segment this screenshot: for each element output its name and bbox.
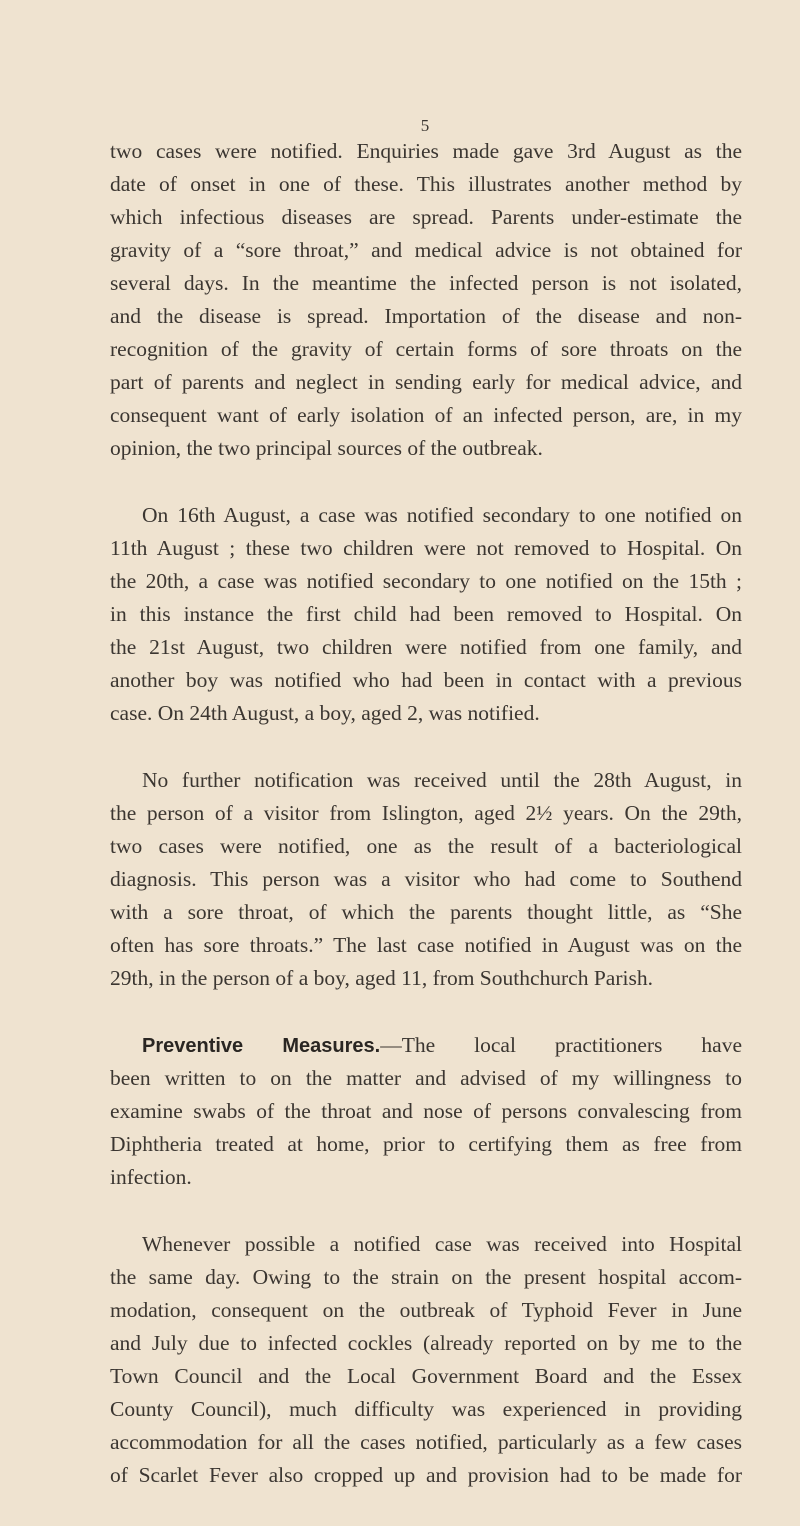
text-line: Town Council and the Local Government Board and the Essex	[110, 1364, 742, 1388]
text-line: another boy was notified who had been in contact with a previous	[110, 668, 742, 692]
text-line: the person of a visitor from Islington, aged 2½ years. On the 29th,	[110, 801, 742, 825]
text-line: date of onset in one of these. This illustrates another method by	[110, 172, 742, 196]
text-line: consequent want of early isolation of an infected person, are, in my	[110, 403, 742, 427]
text-line: Whenever possible a notified case was received into Hospital	[142, 1232, 742, 1256]
text-line	[110, 1029, 742, 1062]
text-line-content: —The local practitioners have	[380, 1033, 742, 1057]
text-line: several days. In the meantime the infected person is not isolated,	[110, 271, 742, 295]
text-line: two cases were notified, one as the result of a bacteriological	[110, 834, 742, 858]
text-line: No further notification was received until the 28th August, in	[142, 768, 742, 792]
text-line: and July due to infected cockles (already reported on by me to the	[110, 1331, 742, 1355]
paragraph	[110, 1228, 742, 1492]
text-line: gravity of a “sore throat,” and medical advice is not obtained for	[110, 238, 742, 262]
document-body	[110, 135, 742, 1526]
text-line: often has sore throats.” The last case notified in August was on the	[110, 933, 742, 957]
paragraph	[110, 135, 742, 465]
text-line: which infectious diseases are spread. Parents under-estimate the	[110, 205, 742, 229]
paragraph	[110, 499, 742, 730]
text-line: On 16th August, a case was notified secondary to one notified on	[142, 503, 742, 527]
text-line: examine swabs of the throat and nose of persons convalescing from	[110, 1099, 742, 1123]
text-line: been written to on the matter and advised of my willingness to	[110, 1066, 742, 1090]
text-line: opinion, the two principal sources of the outbreak.	[110, 436, 543, 460]
page-number: 5	[420, 116, 430, 135]
text-line: part of parents and neglect in sending early for medical advice, and	[110, 370, 742, 394]
text-line: the 21st August, two children were notified from one family, and	[110, 635, 742, 659]
text-line: accommodation for all the cases notified, particularly as a few cases	[110, 1430, 742, 1454]
text-line: 11th August ; these two children were not removed to Hospital. On	[110, 536, 742, 560]
text-line: the 20th, a case was notified secondary to one notified on the 15th ;	[110, 569, 742, 593]
text-line: two cases were notified. Enquiries made gave 3rd August as the	[110, 139, 742, 163]
text-line: County Council), much difficulty was experienced in providing	[110, 1397, 742, 1421]
text-line: case. On 24th August, a boy, aged 2, was notified.	[110, 701, 540, 725]
text-line: recognition of the gravity of certain forms of sore throats on the	[110, 337, 742, 361]
text-line: infection.	[110, 1165, 192, 1189]
paragraph	[110, 764, 742, 995]
paragraph	[110, 1029, 742, 1194]
text-line: and the disease is spread. Importation of the disease and non-	[110, 304, 742, 328]
text-line: 29th, in the person of a boy, aged 11, from Southchurch Parish.	[110, 966, 653, 990]
text-line: with a sore throat, of which the parents thought little, as “She	[110, 900, 742, 924]
text-line: of Scarlet Fever also cropped up and provision had to be made for	[110, 1463, 742, 1487]
text-line: Diphtheria treated at home, prior to certifying them as free from	[110, 1132, 742, 1156]
text-line: diagnosis. This person was a visitor who had come to Southend	[110, 867, 742, 891]
section-heading: Preventive Measures.	[142, 1035, 381, 1057]
text-line: in this instance the first child had been removed to Hospital. On	[110, 602, 742, 626]
text-line: the same day. Owing to the strain on the present hospital accom-	[110, 1265, 742, 1289]
text-line: modation, consequent on the outbreak of Typhoid Fever in June	[110, 1298, 742, 1322]
